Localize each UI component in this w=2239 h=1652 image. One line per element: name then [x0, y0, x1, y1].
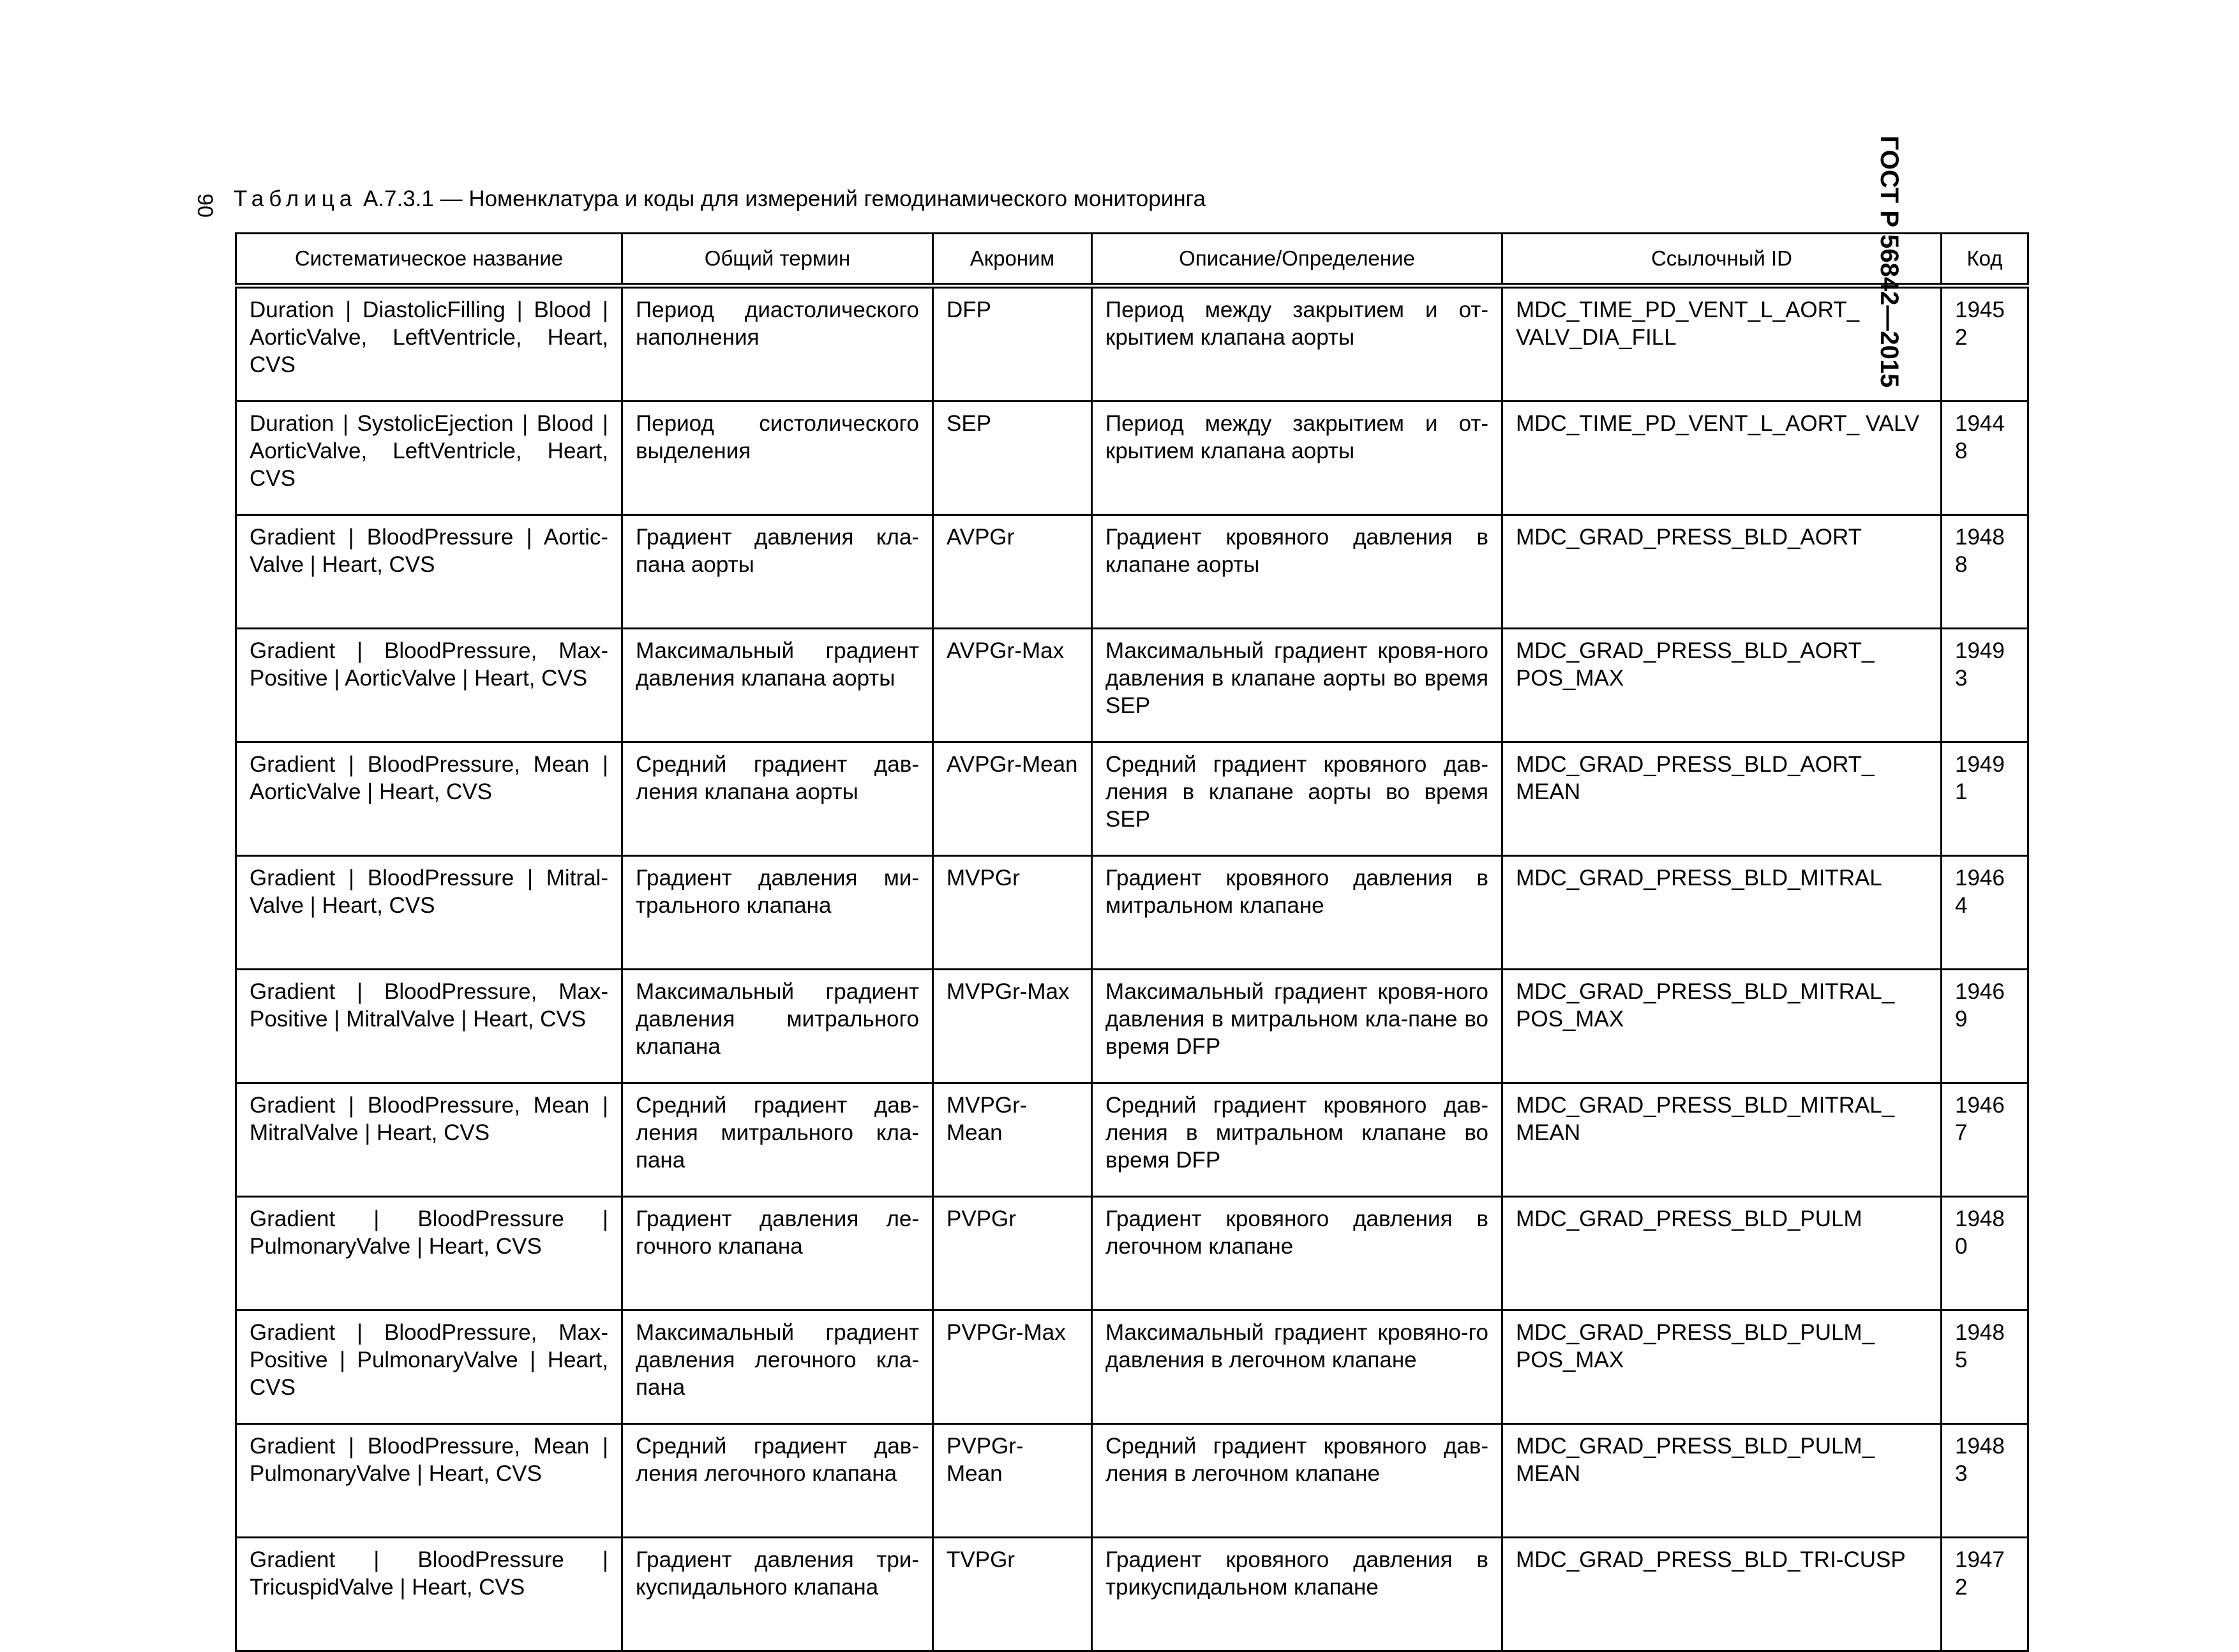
column-header-code: Код [1942, 234, 2028, 286]
cell-code: 19491 [1942, 742, 2028, 856]
table-caption-label: Таблица [234, 186, 357, 211]
cell-description: Средний градиент кровяного дав-ления в легочном клапане [1092, 1424, 1502, 1538]
table-row [236, 1538, 2028, 1651]
cell-reference-id: MDC_GRAD_PRESS_BLD_AORT [1502, 515, 1942, 629]
cell-reference-id: MDC_TIME_PD_VENT_L_AORT_ VALV [1502, 402, 1942, 515]
table-row [236, 515, 2028, 629]
cell-code: 19488 [1942, 515, 2028, 629]
table-row [236, 970, 2028, 1083]
table-row [236, 1424, 2028, 1538]
table-row [236, 1310, 2028, 1424]
table-row [236, 856, 2028, 970]
cell-code: 19472 [1942, 1538, 2028, 1651]
table-row [236, 286, 2028, 402]
cell-description: Градиент кровяного давления в митральном клапане [1092, 856, 1502, 970]
cell-reference-id: MDC_GRAD_PRESS_BLD_MITRAL_ MEAN [1502, 1083, 1942, 1197]
cell-common-term: Градиент давления три-куспидального клапана [622, 1538, 933, 1651]
cell-code: 19452 [1942, 286, 2028, 402]
cell-common-term: Средний градиент дав-ления клапана аорты [622, 742, 933, 856]
cell-description: Период между закрытием и от-крытием клапана аорты [1092, 402, 1502, 515]
column-header-description: Описание/Определение [1092, 234, 1502, 286]
nomenclature-table [235, 232, 2029, 1652]
cell-description: Градиент кровяного давления в клапане аорты [1092, 515, 1502, 629]
cell-code: 19485 [1942, 1310, 2028, 1424]
document-id: ГОСТ Р 56842—2015 [1875, 135, 1903, 388]
cell-acronym: AVPGr-Mean [933, 742, 1092, 856]
table-row [236, 742, 2028, 856]
cell-systematic-name: Duration | SystolicEjection | Blood | AorticValve, LeftVentricle, Heart, CVS [236, 402, 622, 515]
cell-reference-id: MDC_GRAD_PRESS_BLD_MITRAL [1502, 856, 1942, 970]
cell-acronym: DFP [933, 286, 1092, 402]
cell-code: 19469 [1942, 970, 2028, 1083]
cell-reference-id: MDC_TIME_PD_VENT_L_AORT_ VALV_DIA_FILL [1502, 286, 1942, 402]
cell-systematic-name: Gradient | BloodPressure, Max-Positive | AorticValve | Heart, CVS [236, 629, 622, 742]
table-row [236, 402, 2028, 515]
table-row [236, 1197, 2028, 1310]
cell-acronym: AVPGr-Max [933, 629, 1092, 742]
cell-reference-id: MDC_GRAD_PRESS_BLD_PULM_ MEAN [1502, 1424, 1942, 1538]
cell-description: Максимальный градиент кровя-ного давления в клапане аорты во время SEP [1092, 629, 1502, 742]
cell-description: Средний градиент кровяного дав-ления в клапане аорты во время SEP [1092, 742, 1502, 856]
cell-common-term: Градиент давления ле-гочного клапана [622, 1197, 933, 1310]
cell-common-term: Средний градиент дав-ления легочного клапана [622, 1424, 933, 1538]
cell-description: Градиент кровяного давления в трикуспидальном клапане [1092, 1538, 1502, 1651]
cell-acronym: PVPGr-Max [933, 1310, 1092, 1424]
cell-reference-id: MDC_GRAD_PRESS_BLD_TRI-CUSP [1502, 1538, 1942, 1651]
cell-common-term: Период диастолического наполнения [622, 286, 933, 402]
cell-common-term: Средний градиент дав-ления митрального кла-пана [622, 1083, 933, 1197]
page-number: 90 [193, 193, 217, 218]
cell-description: Период между закрытием и от-крытием клапана аорты [1092, 286, 1502, 402]
cell-systematic-name: Gradient | BloodPressure, Mean | AorticValve | Heart, CVS [236, 742, 622, 856]
cell-code: 19448 [1942, 402, 2028, 515]
cell-acronym: SEP [933, 402, 1092, 515]
cell-reference-id: MDC_GRAD_PRESS_BLD_PULM_ POS_MAX [1502, 1310, 1942, 1424]
cell-common-term: Период систолического выделения [622, 402, 933, 515]
cell-reference-id: MDC_GRAD_PRESS_BLD_AORT_ POS_MAX [1502, 629, 1942, 742]
cell-reference-id: MDC_GRAD_PRESS_BLD_AORT_ MEAN [1502, 742, 1942, 856]
cell-acronym: PVPGr-Mean [933, 1424, 1092, 1538]
cell-acronym: MVPGr [933, 856, 1092, 970]
table-header-row [236, 234, 2028, 286]
cell-systematic-name: Gradient | BloodPressure, Mean | PulmonaryValve | Heart, CVS [236, 1424, 622, 1538]
column-header-systematic-name: Систематическое название [236, 234, 622, 286]
cell-common-term: Максимальный градиент давления клапана аорты [622, 629, 933, 742]
cell-systematic-name: Gradient | BloodPressure | TricuspidValve | Heart, CVS [236, 1538, 622, 1651]
table-caption [234, 184, 1206, 214]
column-header-acronym: Акроним [933, 234, 1092, 286]
cell-code: 19464 [1942, 856, 2028, 970]
cell-description: Средний градиент кровяного дав-ления в митральном клапане во время DFP [1092, 1083, 1502, 1197]
cell-systematic-name: Duration | DiastolicFilling | Blood | AorticValve, LeftVentricle, Heart, CVS [236, 286, 622, 402]
cell-reference-id: MDC_GRAD_PRESS_BLD_PULM [1502, 1197, 1942, 1310]
table-row [236, 629, 2028, 742]
cell-systematic-name: Gradient | BloodPressure, Max-Positive | MitralValve | Heart, CVS [236, 970, 622, 1083]
cell-systematic-name: Gradient | BloodPressure, Mean | MitralValve | Heart, CVS [236, 1083, 622, 1197]
column-header-reference-id: Ссылочный ID [1502, 234, 1942, 286]
column-header-common-term: Общий термин [622, 234, 933, 286]
cell-description: Градиент кровяного давления в легочном клапане [1092, 1197, 1502, 1310]
cell-acronym: MVPGr-Mean [933, 1083, 1092, 1197]
cell-description: Максимальный градиент кровя-ного давления в митральном кла-пане во время DFP [1092, 970, 1502, 1083]
cell-systematic-name: Gradient | BloodPressure, Max-Positive | PulmonaryValve | Heart, CVS [236, 1310, 622, 1424]
cell-code: 19467 [1942, 1083, 2028, 1197]
cell-code: 19480 [1942, 1197, 2028, 1310]
cell-systematic-name: Gradient | BloodPressure | Aortic-Valve | Heart, CVS [236, 515, 622, 629]
cell-code: 19493 [1942, 629, 2028, 742]
table-caption-text: А.7.3.1 — Номенклатура и коды для измерений гемодинамического мониторинга [357, 186, 1206, 211]
cell-description: Максимальный градиент кровяно-го давления в легочном клапане [1092, 1310, 1502, 1424]
cell-common-term: Максимальный градиент давления митрального клапана [622, 970, 933, 1083]
cell-acronym: MVPGr-Max [933, 970, 1092, 1083]
cell-acronym: TVPGr [933, 1538, 1092, 1651]
cell-systematic-name: Gradient | BloodPressure | Mitral-Valve | Heart, CVS [236, 856, 622, 970]
cell-reference-id: MDC_GRAD_PRESS_BLD_MITRAL_ POS_MAX [1502, 970, 1942, 1083]
cell-common-term: Градиент давления ми-трального клапана [622, 856, 933, 970]
table-row [236, 1083, 2028, 1197]
cell-common-term: Градиент давления кла-пана аорты [622, 515, 933, 629]
cell-common-term: Максимальный градиент давления легочного кла-пана [622, 1310, 933, 1424]
cell-systematic-name: Gradient | BloodPressure | PulmonaryValve | Heart, CVS [236, 1197, 622, 1310]
cell-code: 19483 [1942, 1424, 2028, 1538]
cell-acronym: AVPGr [933, 515, 1092, 629]
cell-acronym: PVPGr [933, 1197, 1092, 1310]
